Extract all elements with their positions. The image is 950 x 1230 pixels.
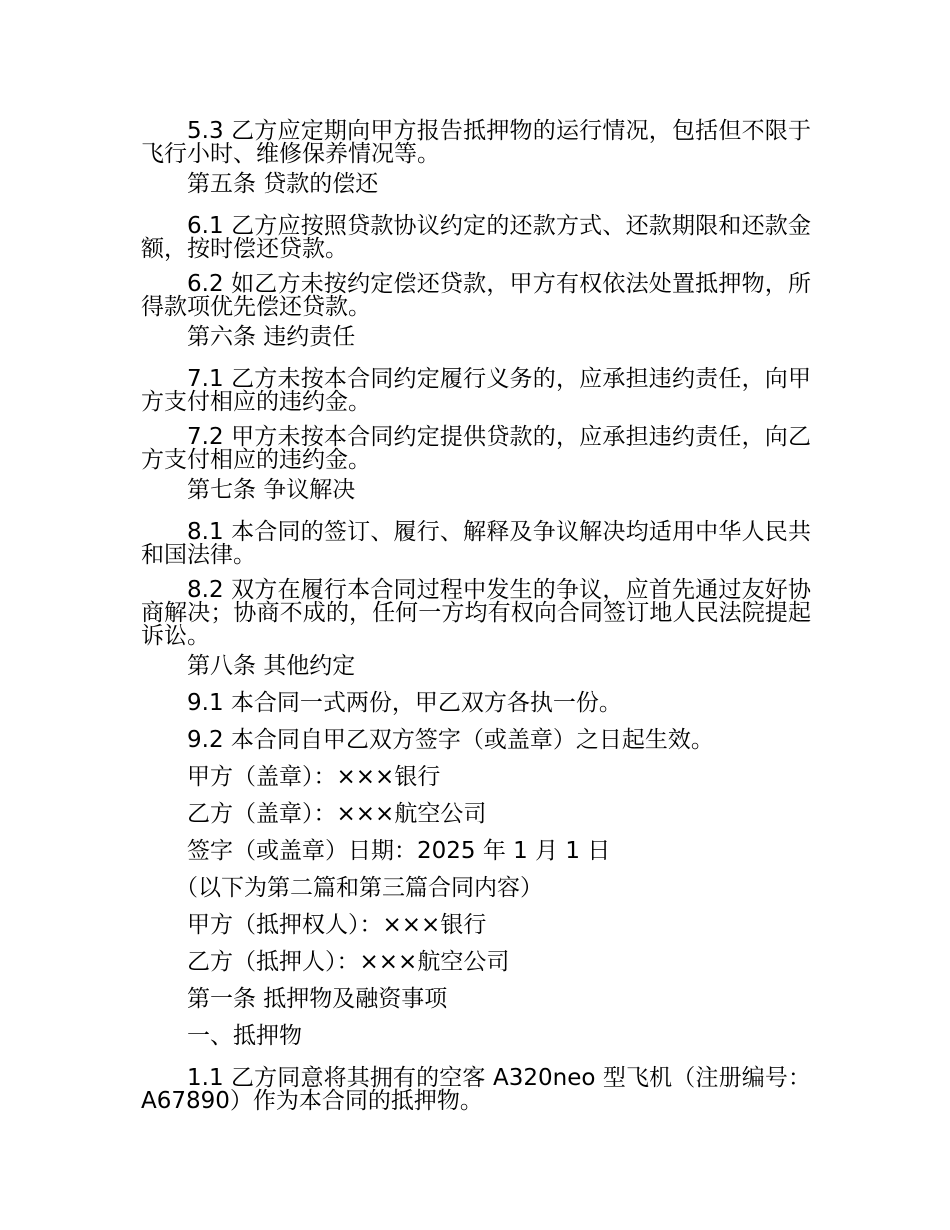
article-8-heading: 第八条 其他约定 (187, 653, 356, 679)
signing-date: 签字（或盖章）日期：2025 年 1 月 1 日 (187, 838, 611, 864)
section-1-heading: 一、抵押物 (187, 1023, 302, 1049)
clause-6-2: 6.2 如乙方未按约定偿还贷款，甲方有权依法处置抵押物，所得款项优先偿还贷款。 (141, 271, 811, 320)
clause-7-2: 7.2 甲方未按本合同约定提供贷款的，应承担违约责任，向乙方支付相应的违约金。 (141, 424, 811, 473)
section-note: （以下为第二篇和第三篇合同内容） (175, 875, 543, 901)
article-5-heading: 第五条 贷款的偿还 (187, 171, 379, 197)
party-b-mortgagor: 乙方（抵押人）：×××航空公司 (187, 949, 510, 975)
clause-8-1: 8.1 本合同的签订、履行、解释及争议解决均适用中华人民共和国法律。 (141, 519, 811, 568)
clause-1-1: 1.1 乙方同意将其拥有的空客 A320neo 型飞机（注册编号：A67890）作为本合同的抵押物。 (141, 1065, 811, 1114)
article-6-heading: 第六条 违约责任 (187, 324, 356, 350)
clause-7-1: 7.1 乙方未按本合同约定履行义务的，应承担违约责任，向甲方支付相应的违约金。 (141, 366, 811, 415)
party-a-mortgagee: 甲方（抵押权人）：×××银行 (187, 912, 487, 938)
party-a-seal: 甲方（盖章）：×××银行 (187, 764, 441, 790)
clause-9-1: 9.1 本合同一式两份，甲乙双方各执一份。 (187, 690, 622, 716)
clause-6-1: 6.1 乙方应按照贷款协议约定的还款方式、还款期限和还款金额，按时偿还贷款。 (141, 213, 811, 262)
clause-9-2: 9.2 本合同自甲乙双方签字（或盖章）之日起生效。 (187, 727, 714, 753)
clause-8-2: 8.2 双方在履行本合同过程中发生的争议，应首先通过友好协商解决；协商不成的，任何一方均有权向合同签订地人民法院提起诉讼。 (141, 577, 811, 649)
clause-5-3: 5.3 乙方应定期向甲方报告抵押物的运行情况，包括但不限于飞行小时、维修保养情况等。 (141, 118, 811, 167)
article-7-heading: 第七条 争议解决 (187, 477, 356, 503)
party-b-seal: 乙方（盖章）：×××航空公司 (187, 801, 487, 827)
document-body (141, 108, 811, 1113)
article-1-heading: 第一条 抵押物及融资事项 (187, 986, 448, 1012)
